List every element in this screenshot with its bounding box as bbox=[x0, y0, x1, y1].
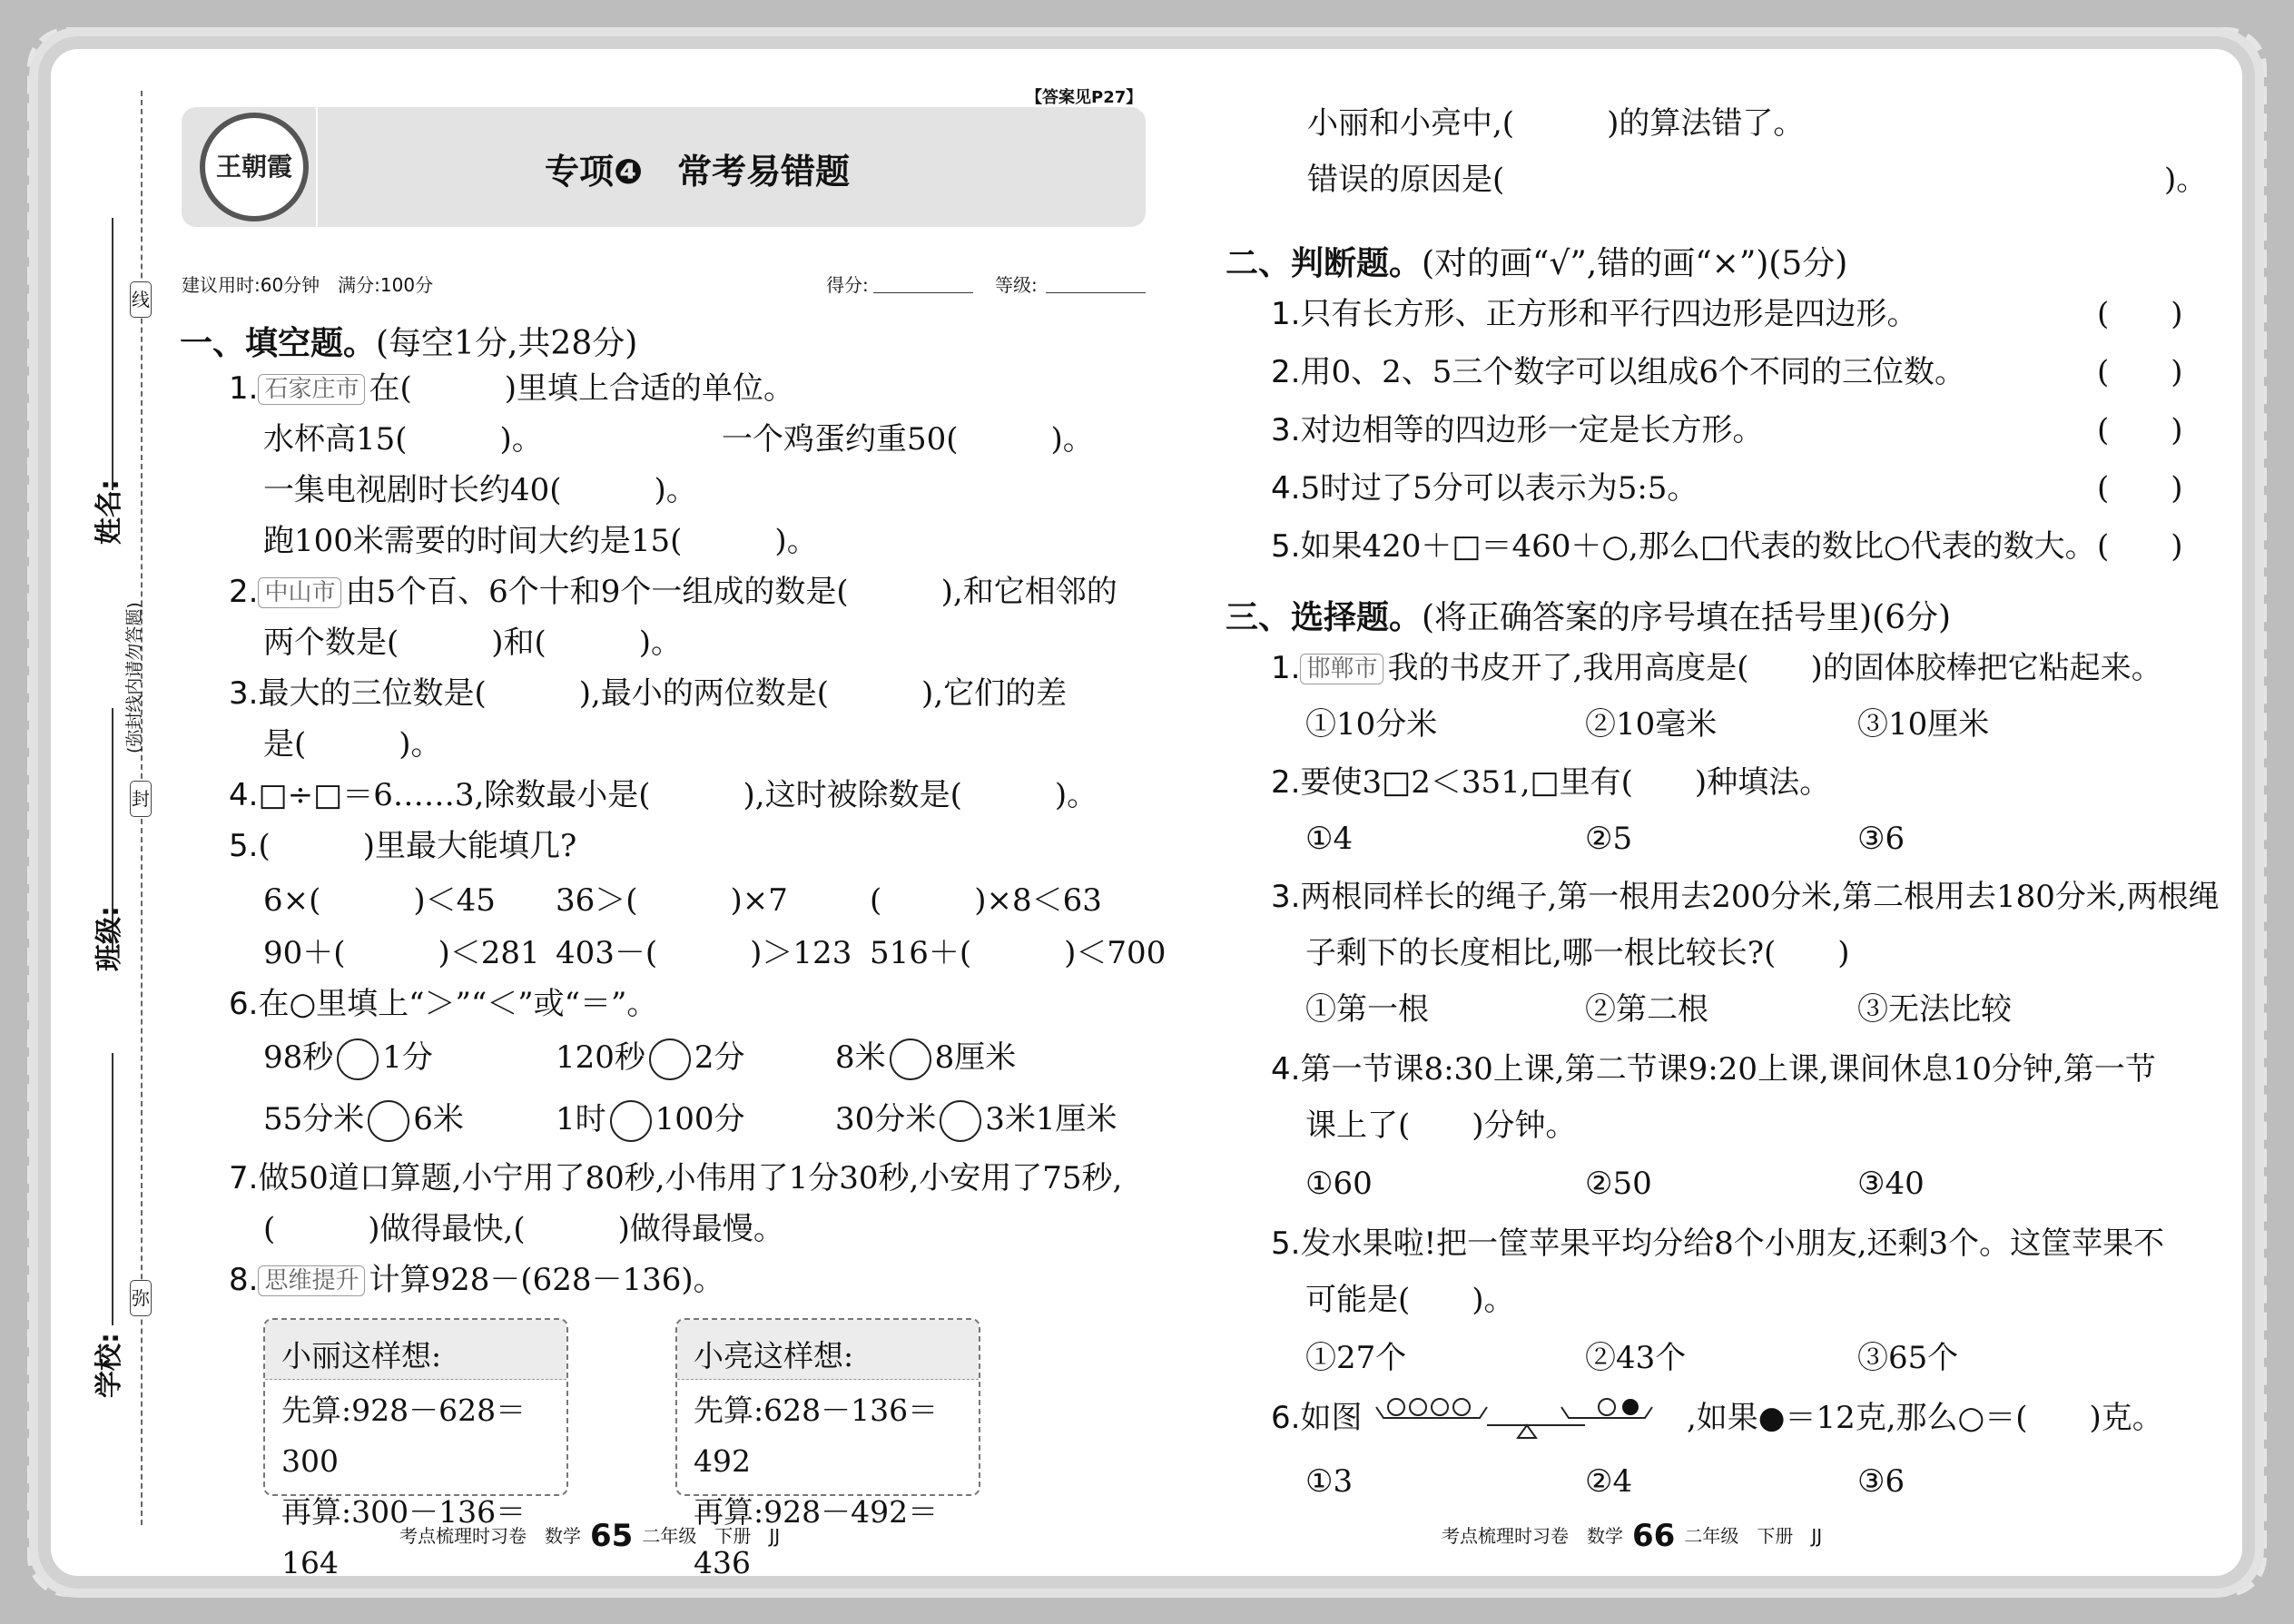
fill-q3-line2: 是( )。 bbox=[263, 726, 442, 763]
section-choice-heading: 三、选择题。 bbox=[1226, 599, 1423, 636]
compare-item bbox=[835, 1038, 1016, 1080]
seal-char-xian: 线 bbox=[130, 281, 152, 318]
choice-q6 bbox=[1271, 1400, 1362, 1436]
choice-q3 bbox=[1271, 879, 2220, 915]
section-choice-note: (将正确答案的序号填在括号里)(6分) bbox=[1422, 599, 1952, 636]
q-number: 1. bbox=[1271, 296, 1301, 332]
judge-answer-paren[interactable]: ( ) bbox=[2097, 354, 2183, 390]
right-footer bbox=[1442, 1518, 1822, 1554]
compare-circle[interactable] bbox=[337, 1038, 379, 1080]
page-number: 65 bbox=[590, 1518, 634, 1554]
compare-right: 3米1厘米 bbox=[985, 1101, 1117, 1137]
compare-circle[interactable] bbox=[940, 1100, 981, 1142]
question-text: 我的书皮开了,我用高度是( )的固体胶棒把它粘起来。 bbox=[1387, 650, 2162, 686]
q-number: 3. bbox=[229, 675, 259, 712]
region-tag: 石家庄市 bbox=[258, 374, 365, 405]
judge-q4 bbox=[1271, 470, 1698, 507]
left-footer bbox=[399, 1518, 780, 1554]
score-blank[interactable] bbox=[873, 292, 973, 293]
question-text: 计算928－(628－136)。 bbox=[369, 1262, 724, 1298]
compare-left: 98秒 bbox=[263, 1039, 334, 1076]
fill-q7-line2: ( )做得最快,( )做得最慢。 bbox=[263, 1211, 784, 1247]
question-text: 第一节课8:30上课,第二节课9:20上课,课间休息10分钟,第一节 bbox=[1300, 1051, 2156, 1088]
compare-right: 2分 bbox=[694, 1039, 745, 1076]
fill-q1-line2: 一集电视剧时长约40( )。 bbox=[263, 472, 697, 508]
choice-q2 bbox=[1271, 764, 1830, 801]
compare-circle[interactable] bbox=[890, 1038, 931, 1080]
choice-q6-text: ,如果●＝12克,那么○＝( )克。 bbox=[1687, 1400, 2163, 1436]
compare-circle[interactable] bbox=[610, 1100, 652, 1142]
judge-answer-paren[interactable]: ( ) bbox=[2097, 528, 2183, 565]
compare-right: 6米 bbox=[413, 1101, 464, 1137]
choice-option: ①10分米 bbox=[1305, 706, 1438, 743]
fill-q1-line1a: 水杯高15( )。 bbox=[263, 421, 543, 458]
question-text: 最大的三位数是( ),最小的两位数是( ),它们的差 bbox=[258, 675, 1068, 712]
question-text: ( )里最大能填几? bbox=[258, 828, 577, 864]
compare-right: 1分 bbox=[382, 1039, 433, 1076]
seal-note: (弥封线内请勿答题) bbox=[124, 602, 144, 753]
compare-left: 8米 bbox=[835, 1039, 886, 1076]
name-label: 姓名: bbox=[94, 479, 125, 545]
section-judge-heading: 二、判断题。 bbox=[1226, 245, 1423, 282]
choice-option: ③65个 bbox=[1857, 1340, 1959, 1376]
choice-option: ③6 bbox=[1857, 821, 1905, 857]
choice-q4 bbox=[1271, 1051, 2156, 1088]
q-number: 1. bbox=[229, 370, 259, 407]
choice-option: ①27个 bbox=[1305, 1340, 1407, 1376]
compare-right: 100分 bbox=[655, 1101, 745, 1137]
q-number: 5. bbox=[1271, 528, 1301, 565]
box-heading: 小丽这样想: bbox=[265, 1320, 566, 1380]
brand-logo-text: 王朝霞 bbox=[215, 152, 292, 182]
compare-left: 120秒 bbox=[556, 1039, 645, 1076]
page-number: 66 bbox=[1632, 1518, 1676, 1554]
box-line: 先算:928－628＝300 bbox=[281, 1393, 527, 1479]
judge-q1 bbox=[1271, 296, 1917, 332]
class-label: 班级: bbox=[94, 906, 125, 971]
choice-q1 bbox=[1271, 650, 2162, 686]
box-line: 再算:928－492＝436 bbox=[694, 1494, 939, 1580]
fill-q3 bbox=[229, 675, 1067, 712]
footer-text: 考点梳理时习卷 数学 bbox=[1442, 1525, 1623, 1547]
compare-circle[interactable] bbox=[649, 1038, 691, 1080]
q-number: 3. bbox=[1271, 412, 1301, 448]
fill-q4 bbox=[229, 777, 1098, 813]
section-judge-note: (对的画“√”,错的画“×”)(5分) bbox=[1422, 245, 1848, 282]
compare-item bbox=[556, 1038, 745, 1080]
question-text: 用0、2、5三个数字可以组成6个不同的三位数。 bbox=[1300, 354, 1965, 390]
compare-left: 55分米 bbox=[263, 1101, 365, 1137]
grade-label: 等级: bbox=[995, 274, 1038, 296]
compare-item bbox=[835, 1100, 1117, 1142]
question-text: 在○里填上“＞”“＜”或“＝”。 bbox=[258, 986, 658, 1022]
question-text: 两根同样长的绳子,第一根用去200分米,第二根用去180分米,两根绳 bbox=[1300, 879, 2220, 915]
fill-q5-r2c2: 403－( )＞123 bbox=[556, 935, 852, 971]
q-number: 2. bbox=[1271, 354, 1301, 390]
choice-option: ③10厘米 bbox=[1857, 706, 1990, 743]
seal-char-mi: 弥 bbox=[130, 1280, 152, 1316]
choice-option: ①60 bbox=[1305, 1166, 1373, 1202]
question-text: 对边相等的四边形一定是长方形。 bbox=[1300, 412, 1764, 448]
compare-item bbox=[556, 1100, 745, 1142]
footer-text: 二年级 下册 JJ bbox=[642, 1525, 781, 1547]
box-line: 先算:628－136＝492 bbox=[694, 1393, 939, 1479]
question-text: 要使3□2＜351,□里有( )种填法。 bbox=[1300, 764, 1831, 801]
fill-q6 bbox=[229, 986, 657, 1022]
choice-option: ①3 bbox=[1305, 1463, 1354, 1500]
q-number: 7. bbox=[229, 1160, 259, 1196]
answer-reference: 【答案见P27】 bbox=[1026, 88, 1143, 107]
question-text: 5时过了5分可以表示为5:5。 bbox=[1300, 470, 1698, 507]
q-number: 6. bbox=[1271, 1400, 1301, 1436]
q-number: 2. bbox=[229, 574, 259, 610]
choice-option: ②5 bbox=[1585, 821, 1633, 857]
compare-item bbox=[263, 1038, 433, 1080]
title-divider bbox=[316, 107, 318, 227]
choice-option: ②4 bbox=[1585, 1463, 1633, 1500]
name-underline bbox=[112, 218, 113, 490]
choice-option: ③40 bbox=[1857, 1166, 1925, 1202]
q-number: 4. bbox=[1271, 470, 1301, 507]
judge-q3 bbox=[1271, 412, 1763, 448]
judge-q5 bbox=[1271, 528, 2096, 565]
question-text: □÷□＝6……3,除数最小是( ),这时被除数是( )。 bbox=[258, 777, 1098, 813]
compare-circle[interactable] bbox=[368, 1100, 409, 1142]
footer-text: 考点梳理时习卷 数学 bbox=[399, 1525, 581, 1547]
section-fill-note: (每空1分,共28分) bbox=[376, 325, 638, 362]
q-number: 3. bbox=[1271, 879, 1301, 915]
choice-q4-line2: 课上了( )分钟。 bbox=[1305, 1107, 1577, 1144]
fill-q5-r1c3: ( )×8＜63 bbox=[870, 882, 1102, 919]
score-label: 得分: bbox=[826, 274, 869, 296]
fill-q7 bbox=[229, 1160, 1122, 1196]
fill-q8 bbox=[229, 1262, 724, 1298]
section-judge-title bbox=[1226, 238, 1847, 284]
balance-scale-icon bbox=[1367, 1389, 1685, 1443]
q-number: 5. bbox=[229, 828, 259, 864]
choice-option: ③无法比较 bbox=[1857, 991, 2012, 1028]
title-banner bbox=[182, 107, 1146, 227]
judge-answer-paren[interactable]: ( ) bbox=[2097, 296, 2183, 332]
judge-q2 bbox=[1271, 354, 1965, 390]
school-label: 学校: bbox=[94, 1333, 125, 1398]
question-text: 做50道口算题,小宁用了80秒,小伟用了1分30秒,小安用了75秒, bbox=[258, 1160, 1123, 1196]
grade-blank[interactable] bbox=[1046, 292, 1146, 293]
box-line: 再算:300－136＝164 bbox=[281, 1494, 527, 1580]
q-number: 8. bbox=[229, 1262, 259, 1298]
fill-q5-r1c1: 6×( )＜45 bbox=[263, 882, 496, 919]
section-choice-title bbox=[1226, 592, 1951, 638]
footer-text: 二年级 下册 JJ bbox=[1684, 1525, 1823, 1547]
continue-line2-end: )。 bbox=[2164, 162, 2208, 198]
choice-option: ②43个 bbox=[1585, 1340, 1687, 1376]
fill-q1 bbox=[229, 370, 794, 407]
q-number: 6. bbox=[229, 986, 259, 1022]
section-fill-title bbox=[180, 318, 637, 364]
judge-answer-paren[interactable]: ( ) bbox=[2097, 412, 2183, 448]
choice-q5 bbox=[1271, 1225, 2164, 1262]
q-number: 2. bbox=[1271, 764, 1301, 801]
q-number: 4. bbox=[1271, 1051, 1301, 1088]
difficulty-tag: 思维提升 bbox=[258, 1265, 365, 1296]
region-tag: 邯郸市 bbox=[1300, 654, 1383, 684]
choice-option: ①第一根 bbox=[1305, 991, 1429, 1028]
question-text: 只有长方形、正方形和平行四边形是四边形。 bbox=[1300, 296, 1918, 332]
choice-option: ③6 bbox=[1857, 1463, 1905, 1500]
school-underline bbox=[112, 1053, 113, 1325]
continue-line1: 小丽和小亮中,( )的算法错了。 bbox=[1307, 105, 1805, 142]
fill-q2-line2: 两个数是( )和( )。 bbox=[263, 625, 683, 661]
fill-q5 bbox=[229, 828, 576, 864]
question-text: 如果420＋□＝460＋○,那么□代表的数比○代表的数大。 bbox=[1300, 528, 2096, 565]
fill-q5-r2c1: 90＋( )＜281 bbox=[263, 935, 540, 971]
fill-q5-r2c3: 516＋( )＜700 bbox=[870, 935, 1167, 971]
compare-left: 30分米 bbox=[835, 1101, 937, 1137]
choice-q5-line2: 可能是( )。 bbox=[1305, 1282, 1515, 1318]
fill-q5-r1c2: 36＞( )×7 bbox=[556, 882, 788, 919]
seal-char-feng: 封 bbox=[130, 781, 152, 817]
question-text: 如图 bbox=[1300, 1400, 1363, 1436]
fill-q1-line3: 跑100米需要的时间大约是15( )。 bbox=[263, 523, 818, 559]
choice-option: ②10毫米 bbox=[1585, 706, 1718, 743]
brand-logo bbox=[200, 113, 309, 221]
choice-option: ②50 bbox=[1585, 1166, 1652, 1202]
choice-option: ②第二根 bbox=[1585, 991, 1708, 1028]
question-text: 在( )里填上合适的单位。 bbox=[369, 370, 794, 407]
choice-q3-line2: 子剩下的长度相比,哪一根比较长?( ) bbox=[1305, 935, 1850, 971]
choice-option: ①4 bbox=[1305, 821, 1354, 857]
question-text: 由5个百、6个十和9个一组成的数是( ),和它相邻的 bbox=[345, 574, 1117, 610]
q-number: 1. bbox=[1271, 650, 1301, 686]
compare-item bbox=[263, 1100, 464, 1142]
question-text: 发水果啦!把一筐苹果平均分给8个小朋友,还剩3个。这筐苹果不 bbox=[1300, 1225, 2165, 1262]
fill-q1-line1b: 一个鸡蛋约重50( )。 bbox=[722, 421, 1094, 458]
fill-q2 bbox=[229, 574, 1117, 610]
judge-answer-paren[interactable]: ( ) bbox=[2097, 470, 2183, 507]
continue-line2: 错误的原因是( bbox=[1307, 162, 1505, 198]
meta-time: 建议用时:60分钟 满分:100分 bbox=[182, 274, 434, 296]
q-number: 4. bbox=[229, 777, 259, 813]
compare-right: 8厘米 bbox=[934, 1039, 1017, 1076]
region-tag: 中山市 bbox=[258, 577, 341, 608]
box-heading: 小亮这样想: bbox=[677, 1320, 979, 1380]
section-fill-heading: 一、填空题。 bbox=[180, 325, 377, 362]
q-number: 5. bbox=[1271, 1225, 1301, 1262]
page-title: 专项❹ 常考易错题 bbox=[545, 152, 851, 192]
compare-left: 1时 bbox=[556, 1101, 606, 1137]
